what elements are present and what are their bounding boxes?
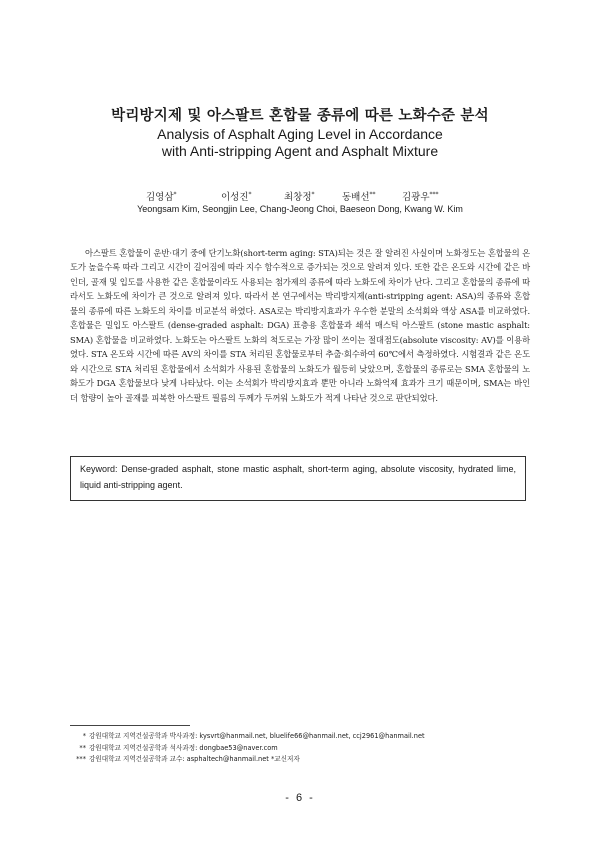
author-name: 김영삼* [146,191,177,203]
footnote-mark: *** [76,755,86,763]
footnote-item [70,743,540,755]
footnote-item [70,754,540,766]
author-mark: * [248,191,252,198]
keyword-box: Keyword: Dense-graded asphalt, stone mastic asphalt, short-term aging, absolute viscosity, hydrated lime, liquid anti-stripping agent. [70,456,526,501]
author-mark: * [311,191,315,198]
title-english-line-1: Analysis of Asphalt Aging Level in Accordance [157,126,443,142]
footnote-item [70,731,540,743]
footnote-text: 강원대학교 지역건설공학과 석사과정: dongbae53@naver.com [89,743,278,752]
author-name: 동배선** [342,191,376,203]
abstract-paragraph: 아스팔트 혼합물이 운반·대기 중에 단기노화(short-term aging: STA)되는 것은 잘 알려진 사실이며 노화정도는 혼합물의 온도가 높을수록 따라 그리고 시간이 길어짐에 따라 지수 함수적으로 증가되는 것으로 알려져 있다. 또한 같은 온도와 시간에 같은 바인더, 골재 및 입도를 사용한 같은 혼합물이라도 사용되는 첨가제의 종류에 따라 노화도에 차이가 난다. 그리고 혼합물의 종류에 따라서도 노화도에 차이가 큰 것으로 알려져 있다. 따라서 본 연구에서는 박리방지제(anti-stripping agent: ASA)의 종류와 혼합물의 종류에 따른 노화도의 차이를 비교분석 하였다. ASA로는 박리방지효과가 우수한 분말의 소석회와 액상 ASA를 비교하였다. 혼합물은 밀입도 아스팔트 (dense-graded asphalt: DGA) 표층용 혼합물과 쇄석 매스틱 아스팔트 (stone mastic asphalt: SMA) 혼합물을 비교하였다. 노화도는 아스팔트 노화의 척도로는 가장 많이 쓰이는 절대점도(absolute viscosity: AV)를 이용하였다. STA 온도와 시간에 따른 AV의 차이를 STA 처리된 혼합물로부터 추출·회수하여 60℃에서 측정하였다. 시험결과 같은 온도와 시간으로 STA 처리된 혼합물에서 소석회가 사용된 혼합물의 노화도가 월등히 낮았으며, 혼합물의 종류로는 SMA 혼합물의 노화도가 DGA 혼합물보다 낮게 나타났다. 이는 소석회가 박리방지효과 뿐만 아니라 노화억제 효과가 크기 때문이며, SMA는 바인더 함량이 높아 골재를 피복한 아스팔트 필름의 두께가 두꺼워 노화도가 적게 나타난 것으로 판단되었다. [70,248,530,403]
footnote-divider [70,725,190,726]
author-list-english: Yeongsam Kim, Seongjin Lee, Chang-Jeong Choi, Baeseon Dong, Kwang W. Kim [137,204,463,214]
author-mark: *** [429,191,439,198]
author-name: 김광우*** [402,191,439,203]
footnote-mark: ** [79,743,86,752]
author-name: 이성진* [221,191,252,203]
page-number: - 6 - [285,792,315,804]
author-mark: ** [369,191,376,198]
paper-title-korean: 박리방지제 및 아스팔트 혼합물 종류에 따른 노화수준 분석 [111,108,489,124]
footnote-mark: * [82,732,86,740]
title-english-line-2: with Anti-stripping Agent and Asphalt Mixture [161,143,439,159]
author-list-korean [0,189,600,203]
footnotes [70,731,540,766]
author-name: 최창정* [284,191,315,203]
author-mark: * [173,191,177,198]
footnote-text: 강원대학교 지역건설공학과 교수: asphaltech@hanmail.net *교신저자 [89,755,300,763]
footnote-text: 강원대학교 지역건설공학과 박사과정: kysvrt@hanmail.net, bluelife66@hanmail.net, ccj2961@hanmail.net [89,732,425,740]
paper-title-english [0,126,600,160]
